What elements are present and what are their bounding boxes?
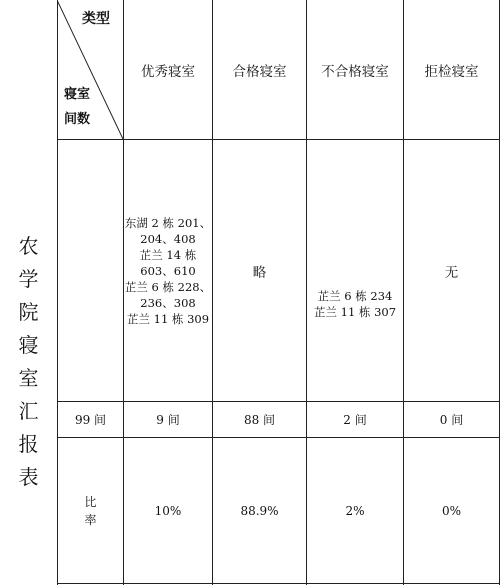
ratio-label-text: 比率 — [84, 494, 97, 527]
list-item: 东湖 2 栋 201、 — [124, 215, 212, 230]
corner-type-label: 类型 — [82, 11, 110, 27]
list-item: 603、610 — [140, 263, 196, 278]
excellent-count: 9 间 — [156, 413, 180, 427]
unqualified-ratio: 2% — [345, 503, 365, 518]
header-refused: 拒检寝室 — [424, 63, 479, 80]
header-qualified: 合格寝室 — [232, 63, 287, 80]
qualified-rooms-cell: 略 — [252, 264, 267, 281]
list-item: 204、408 — [140, 231, 196, 246]
header-unqualified: 不合格寝室 — [321, 63, 389, 80]
list-item: 芷兰 11 栋 307 — [313, 305, 397, 319]
list-item: 芷兰 6 栋 234 — [317, 289, 393, 303]
unqualified-count: 2 间 — [343, 413, 367, 427]
list-item: 芷兰 11 栋 309 — [126, 311, 210, 326]
header-excellent: 优秀寝室 — [141, 63, 195, 80]
excellent-ratio: 10% — [154, 503, 182, 518]
qualified-count: 88 间 — [243, 413, 276, 427]
refused-ratio: 0% — [441, 503, 462, 518]
unqualified-rooms-cell — [307, 140, 403, 436]
ratio-label — [58, 438, 123, 583]
corner-rooms-label: 寝室间数 — [64, 87, 91, 127]
table-title-cell — [0, 139, 57, 585]
total-count: 99 间 — [74, 413, 107, 427]
list-item: 芷兰 14 栋 — [139, 247, 197, 262]
qualified-ratio: 88.9% — [240, 503, 279, 518]
list-item: 芷兰 6 栋 228、 — [124, 279, 212, 294]
refused-rooms-cell: 无 — [444, 264, 459, 281]
refused-count: 0 间 — [439, 413, 464, 427]
table-title: 农学院寝室汇报表 — [18, 234, 39, 489]
excellent-rooms-cell — [124, 140, 212, 401]
list-item: 236、308 — [140, 295, 196, 310]
